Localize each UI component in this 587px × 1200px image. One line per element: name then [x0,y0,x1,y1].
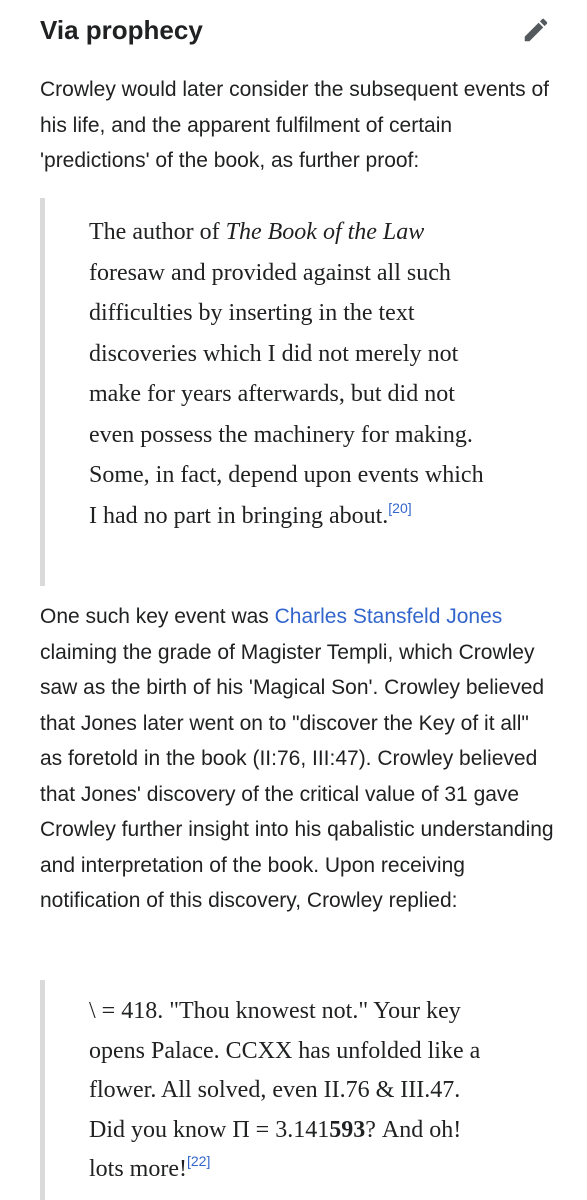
intro-text: Crowley would later consider the subsequent events of his life, and the apparent fulfilment of certain 'predictions' of the book, as further proof: [40,78,549,172]
quote2-text-after: ? And oh! lots more! [89,1116,462,1182]
blockquote-author [40,198,547,586]
quote2-bold-digits: 593 [329,1116,366,1143]
quote1-text-after: foresaw and provided against all such difficulties by inserting in the text discoveries which I did not merely not make for years afterwards, but did not even possess the machinery for making. Some, in fact, depend upon events which I had no part in bringing about. [89,259,484,529]
quote1-text-before: The author of [89,219,226,245]
para2-text-before: One such key event was [40,605,275,628]
book-title: The Book of the Law [225,219,425,245]
pencil-icon [521,15,551,45]
blockquote-reply [40,980,547,1200]
charles-stansfeld-jones-link[interactable]: Charles Stansfeld Jones [274,605,503,628]
para2-text-after: claiming the grade of Magister Templi, which Crowley saw as the birth of his 'Magical Son'. Crowley believed that Jones later went on to "discover the Key of it all" as foretold in the book (II:76, III:47). Crowley believed that Jones' discovery of the critical value of 31 gave Crowley further insight into his qabalistic understanding and interpretation of the book. Upon receiving notification of this discovery, Crowley replied: [40,640,554,912]
citation-22[interactable]: [22] [186,1153,211,1170]
blockquote-reply-text [89,980,489,1190]
quote2-text-before: \ = 418. "Thou knowest not." Your key opens Palace. CCXX has unfolded like a flower. All solved, even II.76 & III.47. Did you know Π = 3.141 [89,998,481,1143]
intro-paragraph [40,72,555,179]
section-title: Via prophecy [40,14,203,45]
citation-20[interactable]: [20] [388,499,412,516]
key-event-paragraph [40,599,555,919]
section-header [40,10,547,50]
blockquote-author-text [89,198,489,536]
edit-section-button[interactable] [519,13,553,47]
